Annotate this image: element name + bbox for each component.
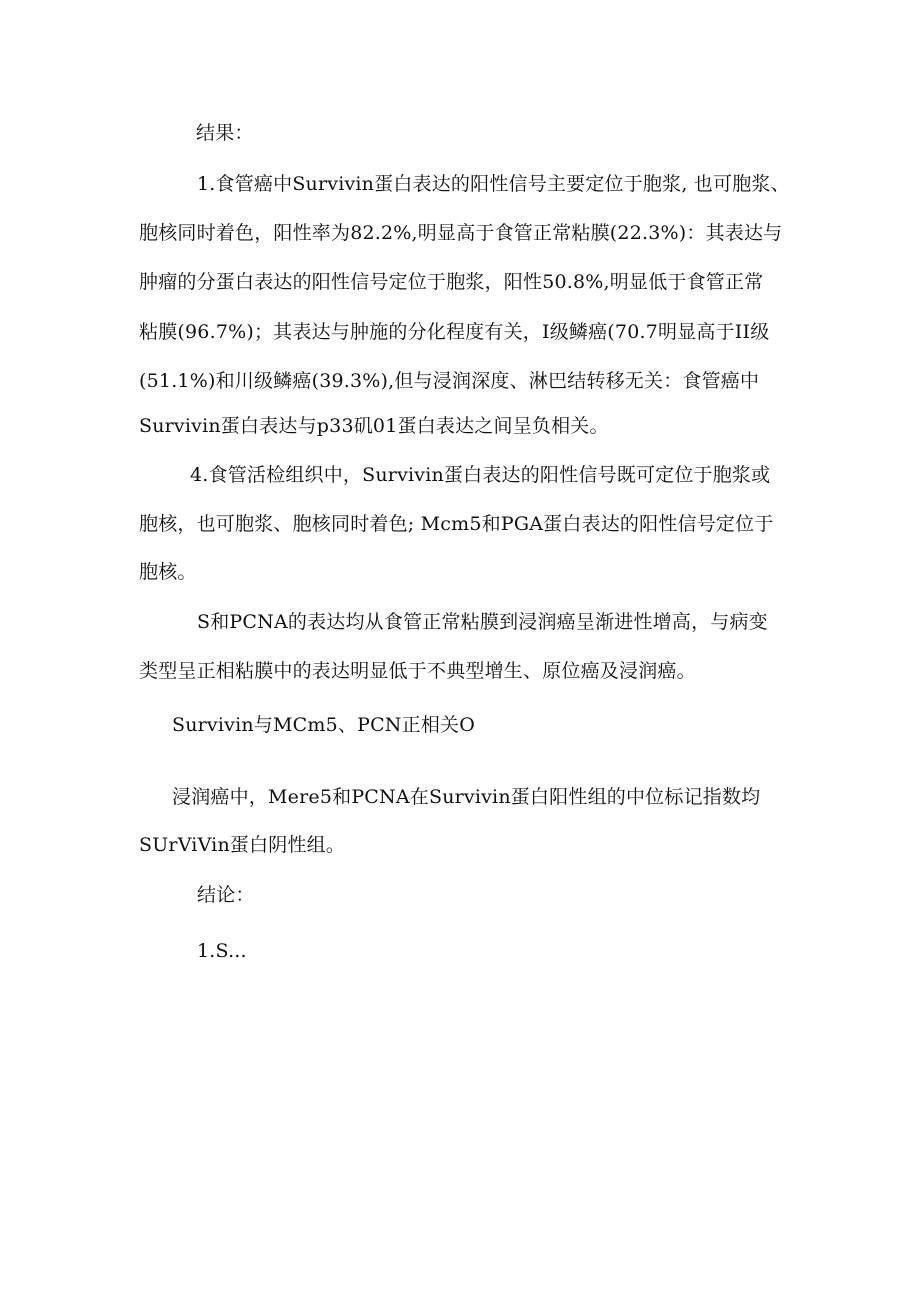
- para4-line: Survivin与MCm5、PCN正相关O: [172, 714, 476, 736]
- para1-line-5: (51.1%)和川级鳞癌(39.3%),但与浸润深度、淋巴结转移无关：食管癌中: [139, 370, 760, 392]
- para5-line-2: SUrViVin蛋白阴性组。: [139, 834, 346, 856]
- results-heading: 结果：: [196, 122, 254, 144]
- conclusion-item-1: 1.S...: [197, 940, 247, 962]
- para1-line-3: 肿瘤的分蛋白表达的阳性信号定位于胞浆，阳性50.8%,明显低于食管正常: [139, 271, 764, 293]
- conclusion-heading: 结论：: [197, 884, 255, 906]
- para3-line-1: S和PCNA的表达均从食管正常粘膜到浸润癌呈渐进性增高，与病变: [197, 611, 768, 633]
- para2-line-1: 4.食管活检组织中，Survivin蛋白表达的阳性信号既可定位于胞浆或: [190, 464, 771, 486]
- para2-line-2: 胞核，也可胞浆、胞核同时着色; Mcm5和PGA蛋白表达的阳性信号定位于: [139, 513, 774, 535]
- para1-line-2: 胞核同时着色，阳性率为82.2%,明显高于食管正常粘膜(22.3%)：其表达与: [139, 222, 783, 244]
- para2-line-3: 胞核。: [139, 561, 197, 583]
- para3-line-2: 类型呈正相粘膜中的表达明显低于不典型增生、原位癌及浸润癌。: [139, 660, 696, 682]
- para1-line-4: 粘膜(96.7%)；其表达与肿施的分化程度有关，I级鳞癌(70.7明显高于II级: [139, 321, 770, 343]
- para5-line-1: 浸润癌中，Mere5和PCNA在Survivin蛋白阳性组的中位标记指数均: [172, 786, 761, 808]
- para1-line-1: 1.食管癌中Survivin蛋白表达的阳性信号主要定位于胞浆, 也可胞浆、: [197, 173, 790, 195]
- para1-line-6: Survivin蛋白表达与p33矶01蛋白表达之间呈负相关。: [139, 415, 609, 437]
